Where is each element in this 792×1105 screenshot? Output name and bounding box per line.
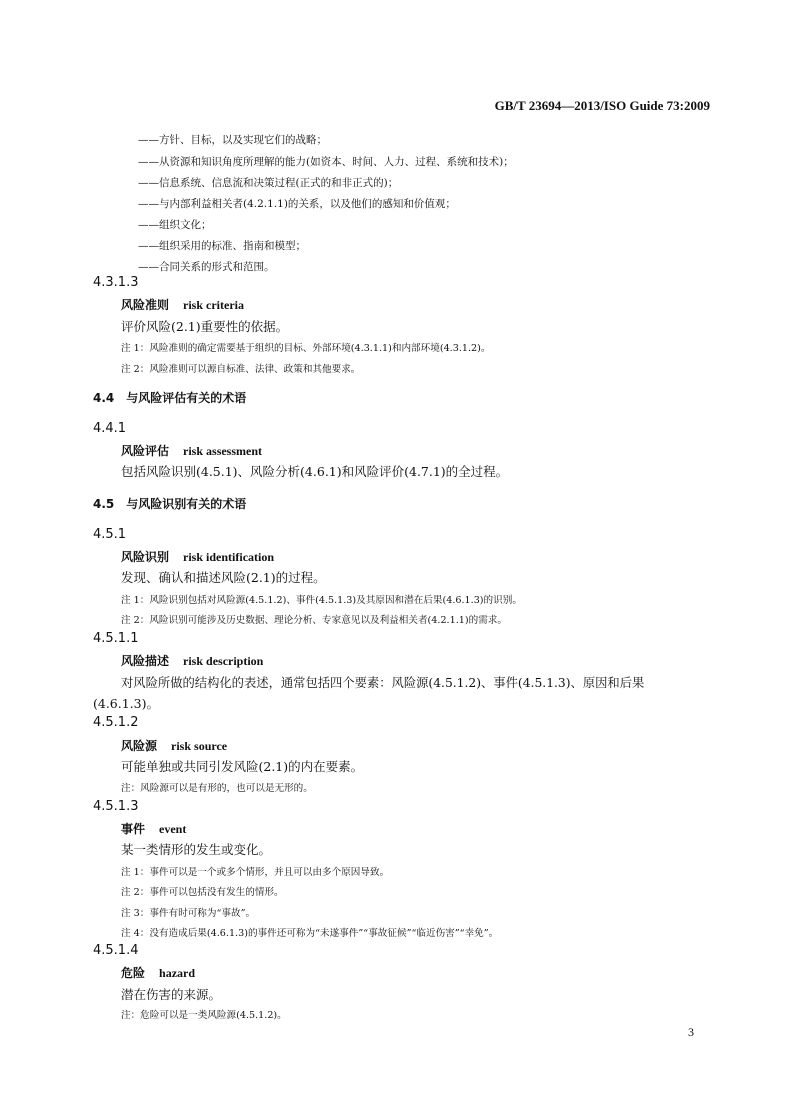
term-zh: 风险识别 [121,550,170,564]
entry-number: 4.5.1.1 [93,631,139,646]
section-heading [93,495,246,512]
context-list-item: ——组织文化； [138,219,212,231]
term-note: 注 1：风险准则的确定需要基于组织的目标、外部环境(4.3.1.1)和内部环境(4.3.1.2)。 [121,343,491,354]
section-title: 与风险识别有关的术语 [126,497,247,511]
term-definition-continued: (4.6.1.3)。 [93,696,159,711]
term-en: risk assessment [183,444,263,458]
entry-number: 4.5.1.2 [93,715,139,730]
term-zh: 风险准则 [121,298,170,312]
term-zh: 事件 [121,822,146,836]
term-heading [121,652,263,669]
section-number: 4.5 [93,497,115,511]
entry-number: 4.5.1.4 [93,943,139,958]
term-definition: 对风险所做的结构化的表述，通常包括四个要素：风险源(4.5.1.2)、事件(4.5.1.3)、原因和后果 [121,676,645,690]
section-number: 4.4 [93,391,115,405]
term-note: 注：危险可以是一类风险源(4.5.1.2)。 [121,1010,287,1021]
term-heading [121,964,195,981]
term-note: 注 3：事件有时可称为“事故”。 [121,908,256,919]
entry-number: 4.4.1 [93,421,127,436]
term-en: risk criteria [183,298,244,312]
term-zh: 风险描述 [121,654,170,668]
term-definition: 可能单独或共同引发风险(2.1)的内在要素。 [121,759,364,774]
context-list-item: ——信息系统、信息流和决策过程(正式的和非正式的)； [138,177,399,189]
term-heading [121,548,274,565]
page-number: 3 [688,1025,694,1039]
context-list-item: ——与内部利益相关者(4.2.1.1)的关系，以及他们的感知和价值观； [138,198,456,210]
term-note: 注 1：风险识别包括对风险源(4.5.1.2)、事件(4.5.1.3)及其原因和潜在后果(4.6.1.3)的识别。 [121,595,522,606]
term-note: 注 2：风险准则可以源自标准、法律、政策和其他要求。 [121,364,361,375]
term-en: risk description [183,654,264,668]
term-definition: 某一类情形的发生或变化。 [121,842,272,857]
term-note: 注 1：事件可以是一个或多个情形，并且可以由多个原因导致。 [121,867,390,878]
term-definition: 发现、确认和描述风险(2.1)的过程。 [121,570,326,585]
term-heading [121,820,186,837]
term-note: 注：风险源可以是有形的，也可以是无形的。 [121,783,313,794]
term-note: 注 2：风险识别可能涉及历史数据、理论分析、专家意见以及利益相关者(4.2.1.1)的需求。 [121,615,507,626]
context-list-item: ——合同关系的形式和范围。 [138,261,275,273]
term-note: 注 4：没有造成后果(4.6.1.3)的事件还可称为“未遂事件”“事故征候”“临近伤害”“幸免”。 [121,928,499,939]
context-list-item: ——方针、目标，以及实现它们的战略； [138,134,327,146]
entry-number: 4.3.1.3 [93,275,139,290]
term-en: event [159,822,187,836]
term-definition: 潜在伤害的来源。 [121,987,222,1002]
term-definition: 评价风险(2.1)重要性的依据。 [121,319,289,334]
term-en: risk identification [183,550,275,564]
entry-number: 4.5.1.3 [93,799,139,814]
term-zh: 风险评估 [121,444,170,458]
section-title: 与风险评估有关的术语 [126,391,247,405]
term-heading [121,442,262,459]
term-note: 注 2：事件可以包括没有发生的情形。 [121,887,284,898]
term-zh: 风险源 [121,739,158,753]
term-en: hazard [159,966,196,980]
term-heading [121,737,227,754]
term-definition: 包括风险识别(4.5.1)、风险分析(4.6.1)和风险评价(4.7.1)的全过程。 [121,464,509,479]
section-heading [93,389,246,406]
running-header: GB/T 23694—2013/ISO Guide 73:2009 [494,98,710,113]
term-en: risk source [171,739,228,753]
term-heading [121,296,244,313]
context-list-item: ——从资源和知识角度所理解的能力(如资本、时间、人力、过程、系统和技术)； [138,156,514,168]
entry-number: 4.5.1 [93,527,127,542]
context-list-item: ——组织采用的标准、指南和模型； [138,240,306,252]
term-zh: 危险 [121,966,146,980]
